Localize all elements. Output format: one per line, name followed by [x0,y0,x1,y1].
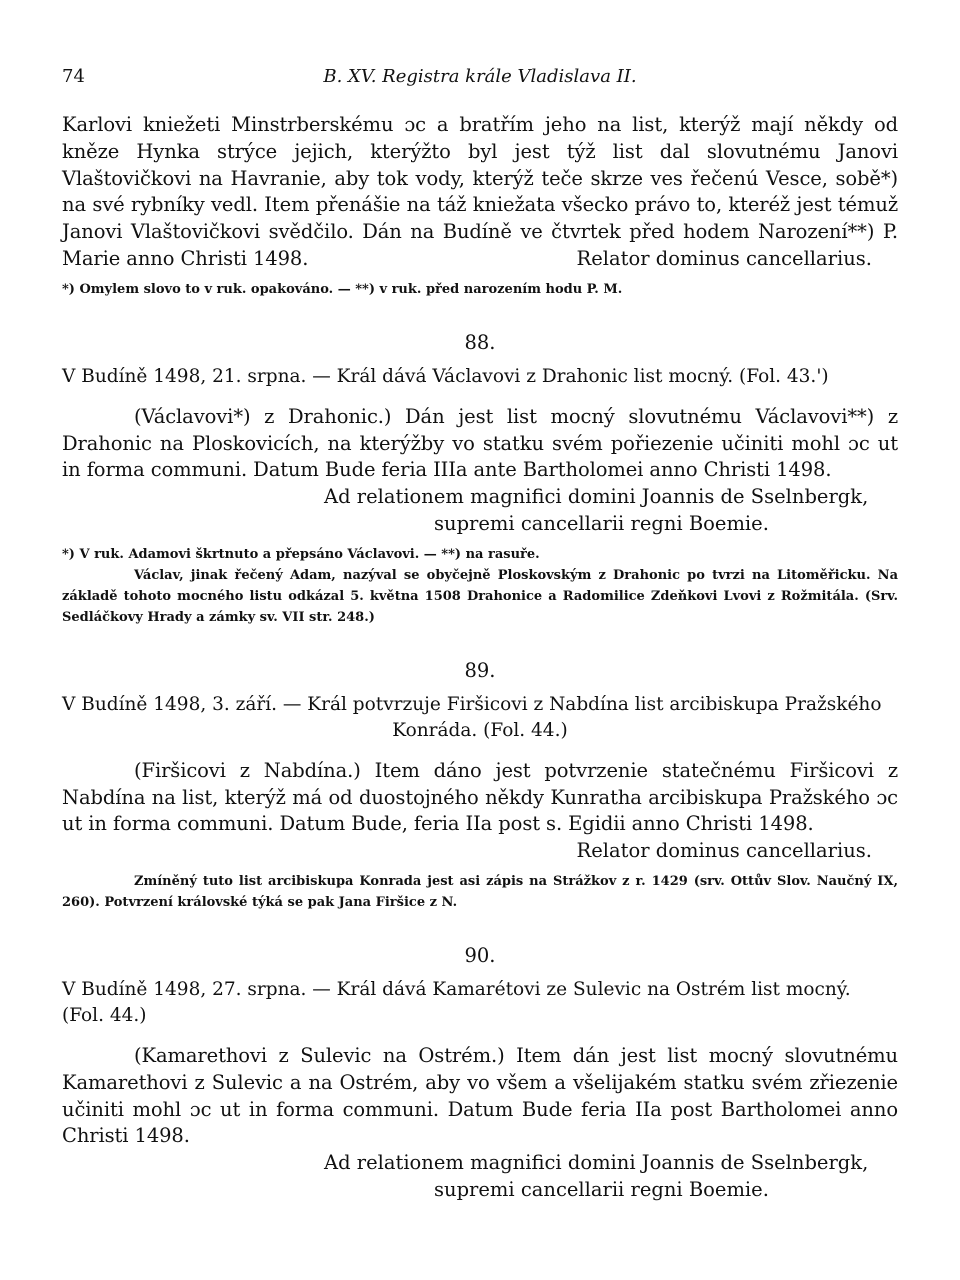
doc88-footnote-2: Václav, jinak řečený Adam, nazýval se obyčejně Ploskovským z Drahonic po tvrzi na Litoměřicku. Na základě tohoto mocného listu odkázal 5. května 1508 Drahonice a Radomilice Zdeňkovi Lvovi z Rožmitála. (Srv. Sedláčkovy Hrady a zámky sv. VII str. 248.) [62,567,898,625]
doc89-text: (Firšicovi z Nabdína.) Item dáno jest potvrzenie statečnému Firšicovi z Nabdína na list, kterýž má od duostojného někdy Kunratha arcibiskupa Pražského ɔc ut in forma communi. Datum Bude, feria IIa post s. Egidii anno Christi 1498. [62,758,898,836]
doc88-closing-line-1: Ad relationem magnifici domini Joannis de Sselnbergk, [324,485,869,509]
doc89-footnote: Zmíněný tuto list arcibiskupa Konrada jest asi zápis na Strážkov z r. 1429 (srv. Ottův Slov. Naučný IX, 260). Potvrzení královské týká se pak Jana Firšice z N. [62,873,898,910]
doc87-relator: Relator dominus cancellarius. [576,246,872,270]
doc88-closing [62,484,898,538]
doc88-closing-line-2: supremi cancellarii regni Boemie. [434,511,769,535]
doc89-regest [62,692,898,744]
doc88-footnote-1: *) V ruk. Adamovi škrtnuto a přepsáno Václavovi. — **) na rasuře. [62,546,540,562]
doc90-closing [62,1150,898,1204]
page-number: 74 [62,66,85,87]
doc88-regest: V Budíně 1498, 21. srpna. — Král dává Václavovi z Drahonic list mocný. (Fol. 43.') [62,365,829,387]
document-page [62,62,898,1204]
page-header [62,62,898,92]
doc87-text: Karlovi kniežeti Minstrberskému ɔc a bratřím jeho na list, kterýž mají někdy od kněze Hynka strýce jejich, kterýžto byl jest týž list dal slovutnému Janovi Vlaštovičkovi na Havranie, aby tok vody, kterýž teče skrze ves řečenú Vesce, sobě*) na své rybníky vedl. Item přenášie na táž kniežata všecko právo to, kteréž jest témuž Janovi Vlaštovičkovi svědčilo. Dán na Budíně ve čtvrtek před hodem Narození**) P. Marie anno Christi 1498. [62,113,898,270]
doc89-relator: Relator dominus cancellarius. [576,839,872,863]
doc89-regest-line-1: V Budíně 1498, 3. září. — Král potvrzuje Firšicovi z Nabdína list arcibiskupa Pražského [62,693,882,715]
doc88-text: (Václavovi*) z Drahonic.) Dán jest list mocný slovutnému Václavovi**) z Drahonic na Ploskovicích, na kterýžby vo statku svém pořiezenie učiniti mohl ɔc ut in forma communi. Datum Bude feria IIIa ante Bartholomei anno Christi 1498. [62,404,898,482]
doc87-footnote: *) Omylem slovo to v ruk. opakováno. — **) v ruk. před narozením hodu P. M. [62,281,623,297]
doc90-regest: V Budíně 1498, 27. srpna. — Král dává Kamarétovi ze Sulevic na Ostrém list mocný. (Fol. 44.) [62,978,851,1026]
doc89-number: 89. [464,658,496,682]
doc90-number: 90. [464,943,496,967]
doc90-closing-line-2: supremi cancellarii regni Boemie. [434,1177,769,1201]
doc88-number: 88. [464,330,496,354]
doc90-text: (Kamarethovi z Sulevic na Ostrém.) Item dán jest list mocný slovutnému Kamarethovi z Sulevic a na Ostrém, aby vo všem a všelijakém statku svém zřiezenie učiniti mohl ɔc ut in forma communi. Datum Bude feria IIa post Bartholomei anno Christi 1498. [62,1043,898,1148]
doc89-regest-line-2: Konráda. (Fol. 44.) [392,719,568,741]
running-title: B. XV. Registra krále Vladislava II. [323,66,637,87]
doc90-closing-line-1: Ad relationem magnifici domini Joannis de Sselnbergk, [324,1151,869,1175]
